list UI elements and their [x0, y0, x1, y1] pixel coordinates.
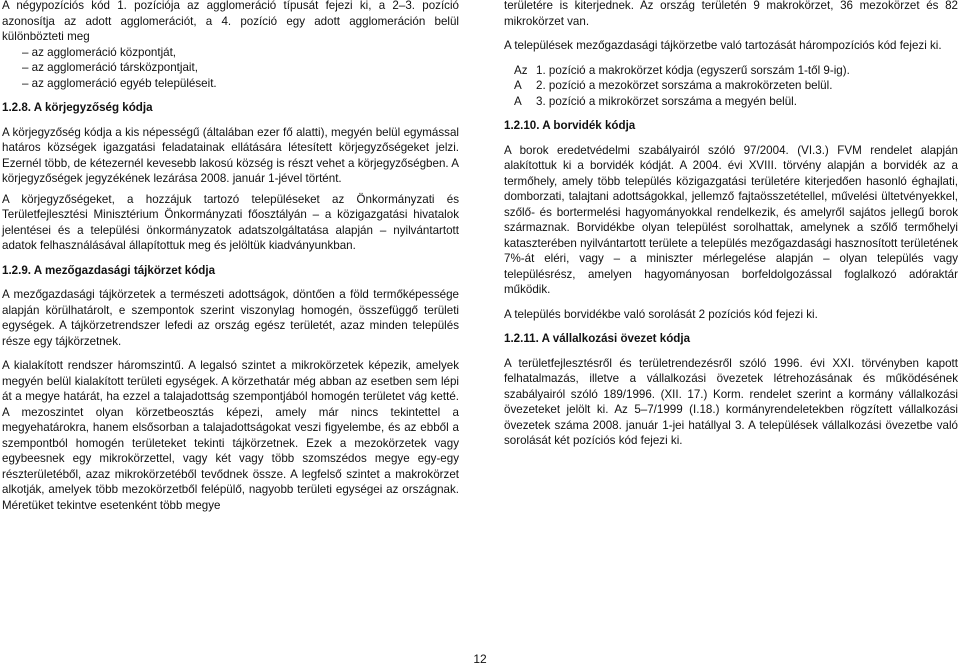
page-number: 12 [473, 652, 487, 666]
paragraph-1-2-10-second: A település borvidékbe való sorolását 2 pozíciós kód fejezi ki. [504, 307, 818, 321]
paragraph-1-2-10-first: A borok eredetvédelmi szabályairól szóló 97/2004. (VI.3.) FVM rendelet alapján alakítottuk ki a borvidék kódját. A 2004. évi XVIII. törvény alapján a borvidék az a termőhely, amely több település közigazgatási területére kiterjedően hasonló éghajlati, domborzati, talajtani adottságokkal, jellemző fajtaösszetétellel, művelési ültetvényekkel, szőlő- és bortermelési hagyományokkal rendelkezik, és amelyről sajátos jellegű borok származnak. Borvidékbe olyan települést sorolhattak, amelynek a szőlő termőhelyi kataszterében nyilvántartott területe a település mezőgazdasági hasznosított területének 7%-át eléri, vagy – a miniszter mérlegelése alapján – olyan település vagy településrész, amelyen hagyományosan borfeldolgozással foglalkozó adóraktár működik. [504, 143, 958, 296]
position-item [514, 78, 958, 94]
position-article: A [514, 79, 522, 92]
section-heading-1-2-10: 1.2.10. A borvidék kódja [504, 119, 636, 132]
position-item [514, 94, 958, 110]
left-column [2, 0, 459, 513]
position-text: 2. pozíció a mezokörzet sorszáma a makrokörzeten belül. [536, 79, 833, 92]
paragraph-1-2-9-second: A kialakított rendszer háromszintű. A legalsó szintet a mikrokörzetek képezik, amelyek megyén belül kialakított területi egységek. A körzethatár még abban az esetben sem lépi át a megye határát, ha ezzel a talajadottság szempontjából homogén területet vág ketté. A mezoszintet olyan körzetbeosztás képezi, amely már nincs tekintettel a megyehatárokra, hanem elsősorban a talajadottságokat veszi figyelembe, és az ebből a szempontból homogén területeket tekinti tájkörzetnek. Ezek a mezokörzetek vagy egybeesnek egy mikrokörzettel, vagy két vagy több szomszédos megye egy-egy részterületéből, azaz mikrokörzetéből tevődnek össze. A legfelső szintet a makrokörzet alkotják, amelyek több mezokörzetből felépülő, nagyobb területi egységei az országnak. Méretüket tekintve esetenként több megye [2, 359, 459, 512]
position-article: A [514, 94, 522, 108]
position-list [504, 63, 958, 110]
paragraph-three-position-code: A települések mezőgazdasági tájkörzetbe való tartozását hárompozíciós kód fejezi ki. [504, 39, 942, 52]
paragraph-1-2-8-first: A körjegyzőség kódja a kis népességű (általában ezer fő alatti), megyén belül egymással határos községek igazgatási feladatainak ellátására létesített körjegyzőségeket jelzi. Ezernél több, de kétezernél kevesebb lakosú község is részt vehet a körjegyzőségben. A körjegyzőségek jegyzékének lezárása 2008. január 1-jével történt. [2, 125, 459, 185]
section-heading-1-2-8: 1.2.8. A körjegyzőség kódja [2, 101, 153, 114]
list-item: – az agglomeráció egyéb településeit. [22, 76, 217, 90]
paragraph-1-2-9-first: A mezőgazdasági tájkörzetek a természeti adottságok, döntően a föld termőképessége alapján körülhatárolt, e szempontok szerint viszonylag homogén, összefüggő területi egységek. A tájkörzetrendszer lefedi az ország egész területét, azaz minden település része egy tájkörzetnek. [2, 288, 459, 348]
intro-paragraph: A négypozíciós kód 1. pozíciója az agglomeráció típusát fejezi ki, a 2–3. pozíció azonosítja az adott agglomerációt, a 4. pozíció egy adott agglomeráción belül különbözteti meg [2, 0, 459, 43]
position-article: Az [514, 63, 528, 77]
position-item [514, 63, 958, 79]
position-text: 3. pozíció a mikrokörzet sorszáma a megyén belül. [536, 94, 797, 108]
list-item: – az agglomeráció központját, [22, 45, 177, 59]
right-column [504, 0, 958, 449]
agglomeration-list [2, 45, 459, 92]
paragraph-1-2-11: A területfejlesztésről és területrendezésről szóló 1996. évi XXI. törvényben kapott felhatalmazás, illetve a vállalkozási övezetek létrehozásának és működésének szabályairól szóló 189/1996. (XII. 17.) Korm. rendelet szerint a kormány vállalkozási övezeteket jelölt ki. Az 5–7/1999 (I.18.) kormányrendeletekben rögzített vállalkozási övezetek száma 2008. január 1-jei hatállyal 3. A települések vállalkozási övezetbe való sorolását két pozíciós kód fejezi ki. [504, 356, 958, 447]
position-text: 1. pozíció a makrokörzet kódja (egyszerű sorszám 1-től 9-ig). [536, 63, 850, 77]
section-heading-1-2-11: 1.2.11. A vállalkozási övezet kódja [504, 332, 691, 345]
paragraph-1-2-8-second: A körjegyzőségeket, a hozzájuk tartozó településeket az Önkormányzati és Területfejlesztési Minisztérium Önkormányzati főosztályán – a közigazgatási hivatalok jelentései és a települési önkormányzatok adatszolgáltatása alapján – nyilvántartott adatok felhasználásával állapítottuk meg és jelöltük kiadványunkban. [2, 192, 459, 252]
list-item: – az agglomeráció társközpontjait, [22, 61, 198, 74]
paragraph-continuation: területére is kiterjednek. Az ország területén 9 makrokörzet, 36 mezokörzet és 82 mikrokörzet van. [504, 0, 958, 28]
section-heading-1-2-9: 1.2.9. A mezőgazdasági tájkörzet kódja [2, 263, 216, 277]
